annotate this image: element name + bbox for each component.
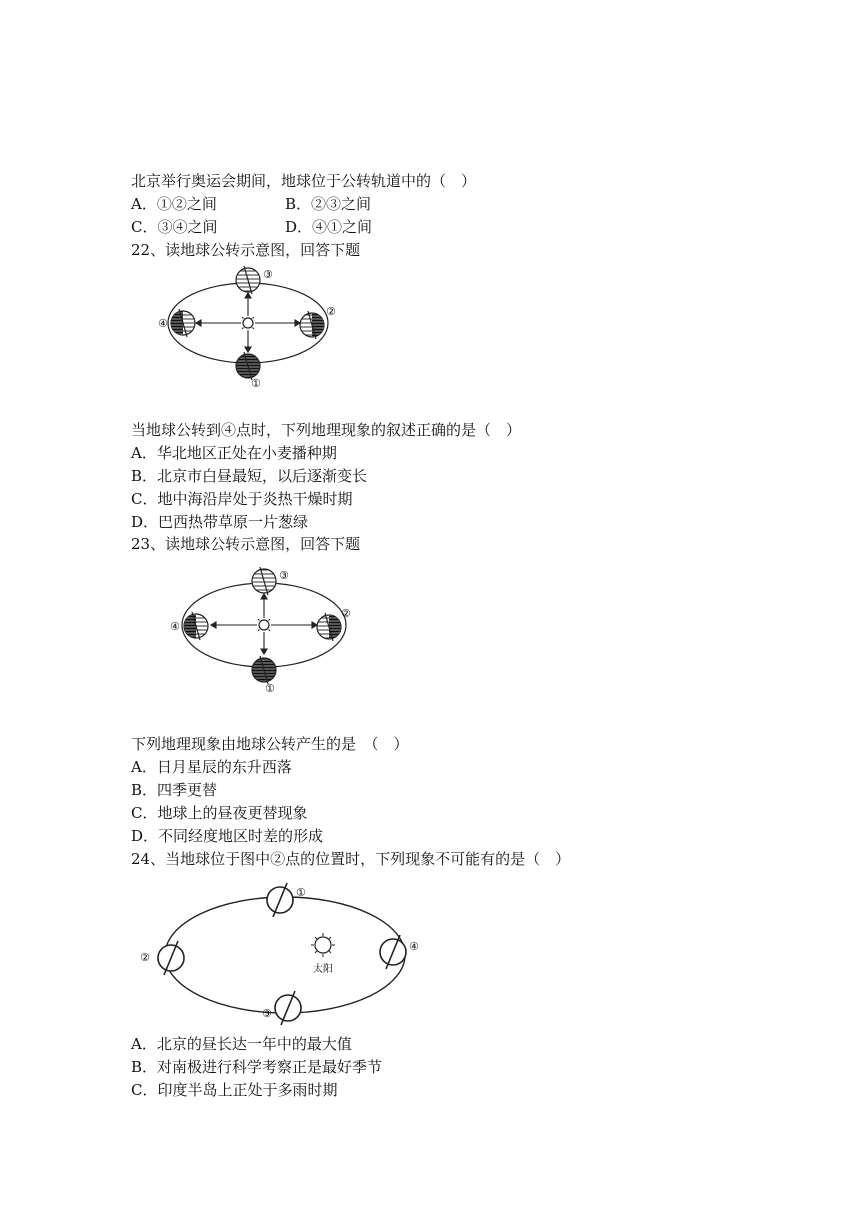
earth-position-4-icon — [184, 612, 208, 640]
q22-option-b: B．北京市白昼最短，以后逐渐变长 — [131, 467, 368, 485]
q22-label-4: ④ — [158, 317, 168, 330]
q22-label-2: ② — [326, 305, 336, 318]
q23-label-2: ② — [341, 607, 351, 620]
sun-icon — [311, 933, 335, 957]
q24-stem: 24、当地球位于图中②点的位置时，下列现象不可能有的是（ ） — [131, 850, 571, 868]
sun-icon — [255, 616, 273, 634]
q23-stem: 下列地理现象由地球公转产生的是 （ ） — [131, 735, 409, 753]
earth-position-1-icon — [267, 883, 293, 917]
sun-icon — [239, 314, 257, 332]
q22-label-1: ① — [251, 377, 261, 390]
q24-label-3: ③ — [262, 1007, 272, 1020]
q23-label-4: ④ — [170, 620, 180, 633]
earth-position-2-icon — [158, 941, 184, 975]
q23-label-3: ③ — [279, 569, 289, 582]
earth-position-2-icon — [300, 311, 324, 339]
q22-orbit-diagram — [150, 265, 350, 390]
earth-position-3-icon — [236, 266, 260, 294]
q22-option-a: A．华北地区正处在小麦播种期 — [131, 444, 337, 462]
q22-option-c: C．地中海沿岸处于炎热干燥时期 — [131, 490, 353, 508]
earth-position-1-icon — [252, 656, 276, 684]
q24-option-b: B．对南极进行科学考察正是最好季节 — [131, 1058, 383, 1076]
q21-option-b: B．②③之间 — [285, 195, 372, 213]
q23-option-b: B．四季更替 — [131, 781, 218, 799]
q24-option-a: A．北京的昼长达一年中的最大值 — [131, 1035, 352, 1053]
q21-option-d: D．④①之间 — [285, 218, 373, 236]
q24-sun-label: 太阳 — [313, 964, 333, 975]
q24-label-2: ② — [140, 951, 150, 964]
q24-label-4: ④ — [409, 940, 419, 953]
q23-option-c: C．地球上的昼夜更替现象 — [131, 804, 308, 822]
earth-position-3-icon — [275, 991, 301, 1025]
earth-position-3-icon — [252, 567, 276, 595]
q22-label-3: ③ — [263, 268, 273, 281]
q23-title: 23、读地球公转示意图，回答下题 — [131, 535, 361, 553]
q24-option-c: C．印度半岛上正处于多雨时期 — [131, 1081, 338, 1099]
q23-orbit-diagram — [165, 564, 365, 694]
q23-option-d: D．不同经度地区时差的形成 — [131, 827, 324, 845]
earth-position-1-icon — [236, 352, 260, 380]
q24-orbit-diagram — [135, 878, 435, 1023]
q22-stem: 当地球公转到④点时，下列地理现象的叙述正确的是（ ） — [131, 421, 522, 439]
earth-position-4-icon — [380, 935, 406, 969]
earth-position-2-icon — [317, 613, 341, 641]
q22-title: 22、读地球公转示意图，回答下题 — [131, 241, 361, 259]
q21-option-a: A．①②之间 — [131, 195, 217, 213]
q21-stem: 北京举行奥运会期间，地球位于公转轨道中的（ ） — [131, 172, 477, 190]
q22-option-d: D．巴西热带草原一片葱绿 — [131, 513, 309, 531]
q23-option-a: A．日月星辰的东升西落 — [131, 758, 292, 776]
q24-label-1: ① — [296, 886, 306, 899]
q23-label-1: ① — [265, 682, 275, 695]
q21-option-c: C．③④之间 — [131, 218, 218, 236]
earth-position-4-icon — [171, 309, 195, 337]
